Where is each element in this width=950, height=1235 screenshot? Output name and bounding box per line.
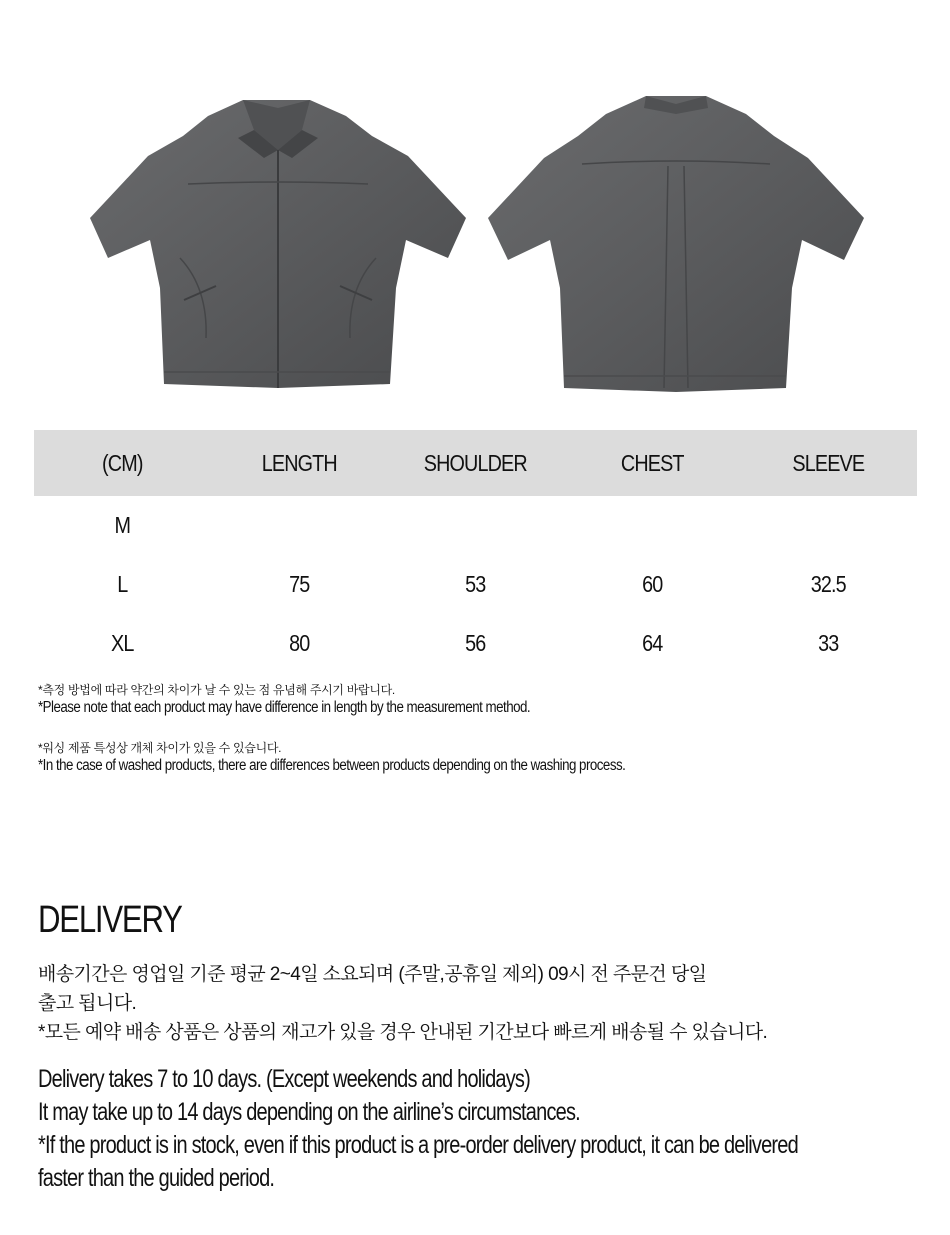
table-row xyxy=(34,496,917,555)
washing-note-ko: *워싱 제품 특성상 개체 차이가 있을 수 있습니다. xyxy=(38,741,282,755)
delivery-en-line: It may take up to 14 days depending on the airline’s circumstances. xyxy=(38,1098,580,1126)
header-sleeve: SLEEVE xyxy=(792,449,865,476)
delivery-en-line: Delivery takes 7 to 10 days. (Except weekends and holidays) xyxy=(38,1065,530,1093)
washing-note xyxy=(38,740,918,776)
delivery-en-line: *If the product is in stock, even if this product is a pre-order delivery product, it can be delivered xyxy=(38,1131,798,1159)
delivery-title: DELIVERY xyxy=(38,899,182,941)
size-table xyxy=(34,430,917,673)
measurement-note-en: *Please note that each product may have difference in length by the measurement method. xyxy=(38,699,531,716)
sleeve-value: 32.5 xyxy=(811,571,847,597)
jacket-front-image xyxy=(88,88,468,394)
size-table-header xyxy=(34,430,917,496)
delivery-en-line: faster than the guided period. xyxy=(38,1164,275,1192)
size-label: XL xyxy=(111,630,134,656)
sleeve-value: 33 xyxy=(818,630,839,656)
length-value: 80 xyxy=(288,630,310,656)
delivery-info-en xyxy=(38,1063,798,1195)
shoulder-value: 53 xyxy=(465,571,486,597)
delivery-ko-line: 배송기간은 영업일 기준 평균 2~4일 소요되며 (주말,공휴일 제외) 09시 전 주문건 당일 xyxy=(38,964,707,985)
washing-note-en: *In the case of washed products, there are differences between products depending on the washing process. xyxy=(38,757,626,774)
header-length: LENGTH xyxy=(261,449,337,476)
delivery-info-ko xyxy=(38,960,918,1047)
product-photos xyxy=(0,80,950,400)
chest-value: 64 xyxy=(641,630,663,656)
table-row xyxy=(34,555,917,614)
size-label: L xyxy=(117,571,128,597)
length-value: 75 xyxy=(288,571,310,597)
size-notes xyxy=(38,682,918,776)
header-cm: (CM) xyxy=(102,449,143,476)
jacket-back-image xyxy=(486,88,866,394)
delivery-ko-line: *모든 예약 배송 상품은 상품의 재고가 있을 경우 안내된 기간보다 빠르게 배송될 수 있습니다. xyxy=(38,1022,768,1043)
jacket-front-illustration xyxy=(88,88,468,394)
delivery-ko-line: 출고 됩니다. xyxy=(38,993,137,1014)
chest-value: 60 xyxy=(641,571,663,597)
shoulder-value: 56 xyxy=(465,630,486,656)
size-label: M xyxy=(114,512,131,538)
header-chest: CHEST xyxy=(620,449,684,476)
jacket-back-illustration xyxy=(486,88,866,394)
header-shoulder: SHOULDER xyxy=(423,449,528,476)
measurement-note xyxy=(38,682,918,718)
table-row xyxy=(34,614,917,673)
delivery-section xyxy=(38,898,918,1195)
measurement-note-ko: *측정 방법에 따라 약간의 차이가 날 수 있는 점 유념해 주시기 바랍니다. xyxy=(38,683,395,697)
